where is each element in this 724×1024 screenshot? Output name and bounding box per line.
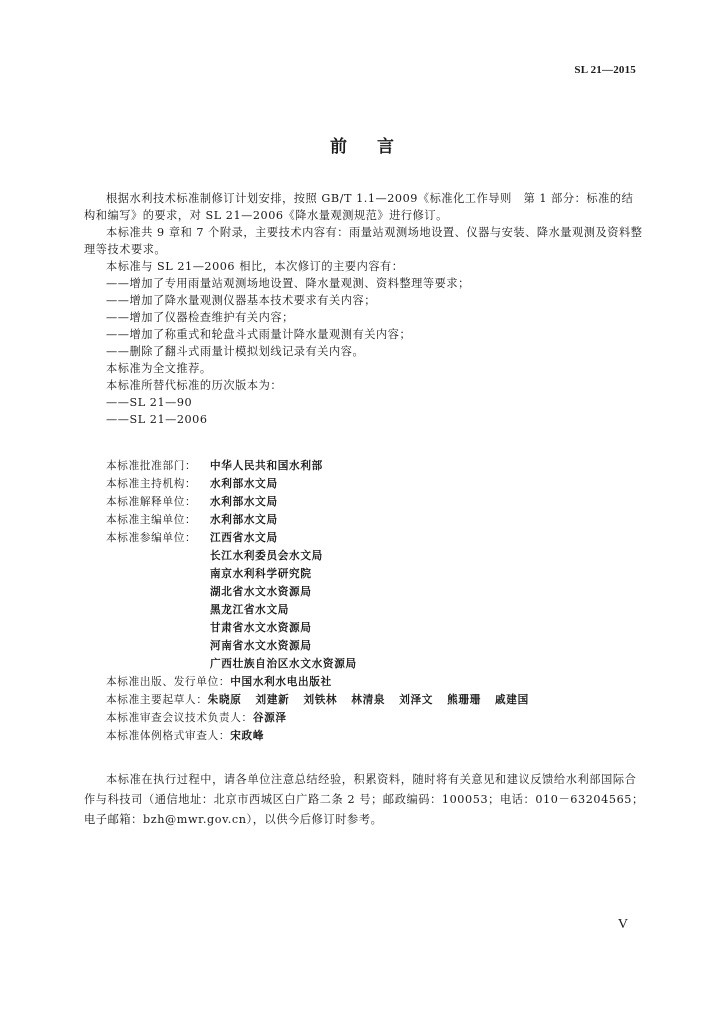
change-item: ——增加了降水量观测仪器基本技术要求有关内容；	[106, 294, 376, 307]
paragraph-structure: 本标准共 9 章和 7 个附录，主要技术内容有：雨量站观测场地设置、仪器与安装、降水量观测及资料整理等技术要求。	[84, 226, 643, 256]
participant-unit: 湖北省水文水资源局	[210, 586, 312, 598]
participant-unit: 江西省水文局	[210, 532, 278, 544]
chief-editor-value: 水利部水文局	[210, 514, 278, 526]
approval-value: 中华人民共和国水利部	[210, 460, 323, 472]
participant-unit: 长江水利委员会水文局	[210, 550, 323, 562]
version-item: ——SL 21—90	[106, 396, 193, 409]
version-item: ——SL 21—2006	[106, 413, 208, 426]
participant-unit: 南京水利科学研究院	[210, 568, 312, 580]
publisher-label: 本标准出版、发行单位：	[106, 676, 231, 688]
format-review-label: 本标准体例格式审查人：	[106, 730, 231, 742]
approval-label: 本标准批准部门：	[106, 460, 197, 472]
drafter-name: 戚建国	[495, 694, 529, 706]
review-value: 谷源泽	[252, 712, 287, 724]
standard-info-block	[106, 457, 543, 745]
publisher-value: 中国水利水电出版社	[230, 676, 332, 688]
drafters-row	[106, 691, 543, 709]
drafter-name: 林清泉	[351, 694, 386, 706]
participant-unit: 广西壮族自治区水文水资源局	[210, 658, 357, 670]
paragraph-changes-intro: 本标准与 SL 21—2006 相比，本次修订的主要内容有：	[106, 260, 404, 273]
host-value: 水利部水文局	[210, 478, 278, 490]
participant-unit: 甘肃省水文水资源局	[210, 622, 312, 634]
format-review-row	[106, 727, 543, 745]
participant-unit: 黑龙江省水文局	[210, 604, 290, 616]
participants-row	[106, 529, 543, 547]
review-label: 本标准审查会议技术负责人：	[106, 712, 253, 724]
change-item: ——删除了翻斗式雨量计模拟划线记录有关内容。	[106, 345, 365, 358]
standard-code-header: SL 21—2015	[574, 64, 636, 76]
paragraph-versions-intro: 本标准所替代标准的历次版本为：	[106, 379, 283, 392]
review-row	[106, 709, 543, 727]
paragraph-recommendation: 本标准为全文推荐。	[106, 362, 212, 375]
drafter-name: 朱晓原	[207, 694, 242, 706]
publisher-row	[106, 673, 543, 691]
host-row	[106, 475, 543, 493]
feedback-paragraph: 本标准在执行过程中，请各单位注意总结经验，积累资料，随时将有关意见和建议反馈给水利部国际合作与科技司（通信地址：北京市西城区白广路二条 2 号；邮政编码：100053；电话：010－63204565；电子邮箱：bzh@mwr.gov.cn），以供今后修订时参考。	[84, 773, 644, 826]
interpret-label: 本标准解释单位：	[106, 496, 197, 508]
preface-body	[84, 190, 644, 428]
drafter-name: 刘泽文	[399, 694, 434, 706]
approval-row	[106, 457, 543, 475]
page-title: 前言	[330, 137, 424, 157]
format-review-value: 宋政峰	[230, 730, 265, 742]
paragraph-revision-basis: 根据水利技术标准制修订计划安排，按照 GB/T 1.1—2009《标准化工作导则 第 1 部分：标准的结构和编写》的要求，对 SL 21—2006《降水量观测规范》进行修订。	[84, 192, 634, 222]
drafters-label: 本标准主要起草人：	[106, 694, 208, 706]
interpret-value: 水利部水文局	[210, 496, 278, 508]
change-item: ——增加了称重式和轮盘斗式雨量计降水量观测有关内容；	[106, 328, 412, 341]
chief-editor-label: 本标准主编单位：	[106, 514, 197, 526]
drafter-name: 刘建新	[255, 694, 290, 706]
interpret-row	[106, 493, 543, 511]
feedback-note	[84, 770, 646, 830]
drafter-name: 熊珊珊	[447, 694, 481, 706]
host-label: 本标准主持机构：	[106, 478, 197, 490]
participants-label: 本标准参编单位：	[106, 532, 197, 544]
chief-editor-row	[106, 511, 543, 529]
change-item: ——增加了专用雨量站观测场地设置、降水量观测、资料整理等要求；	[106, 277, 470, 290]
change-item: ——增加了仪器检查维护有关内容；	[106, 311, 294, 324]
page-number: V	[617, 917, 628, 932]
drafter-name: 刘铁林	[303, 694, 338, 706]
participant-unit: 河南省水文水资源局	[210, 640, 312, 652]
